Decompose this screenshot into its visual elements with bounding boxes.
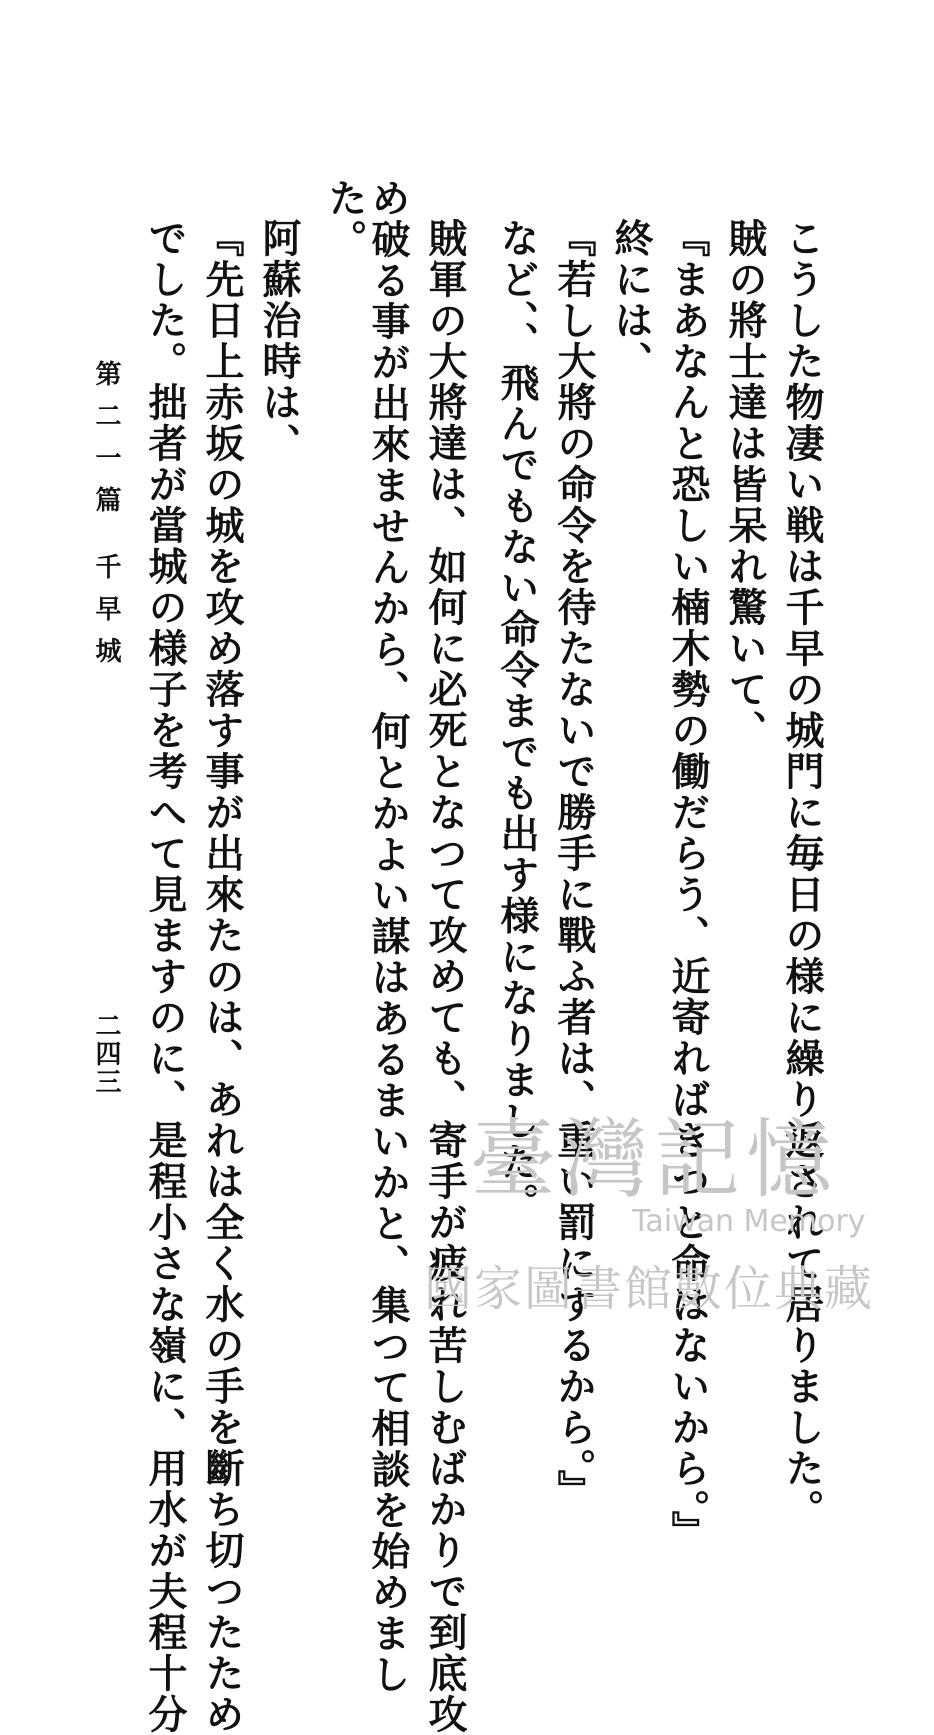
watermark-library: 國家圖書館數位典藏 xyxy=(424,1261,875,1317)
page-number: 二四三 xyxy=(91,1012,121,1096)
text-column-9: た。 xyxy=(322,178,368,260)
watermark-english: Taiwan Memory xyxy=(632,1204,866,1239)
text-column-1: こうした物凄い戦は千早の城門に毎日の様に繰り返されて居りました。 xyxy=(779,218,825,1530)
text-column-7: 賊軍の大將達は、如何に必死となつて攻めても、寄手が疲れ苦しむばかりで到底攻 xyxy=(422,218,468,1735)
text-column-4: 終には、 xyxy=(608,218,654,382)
text-column-6: など、、飛んでもない命令までも出す様になりました。 xyxy=(494,218,540,1224)
text-column-12: でした。拙者が當城の様子を考へて見ますのに、是程小さな嶺に、用水が夫程十分 xyxy=(142,218,188,1735)
text-column-10: 阿蘇治時は、 xyxy=(256,218,302,464)
text-column-11: 『先日上赤坂の城を攻め落す事が出來たのは、あれは全く水の手を斷ち切つたため xyxy=(199,218,245,1735)
running-head: 第二一篇 千早城 xyxy=(91,360,121,680)
watermark-chinese: 臺灣記憶 xyxy=(470,1110,838,1210)
text-column-5: 『若し大將の命令を待たないで勝手に戰ふ者は、重い罰にするから。』 xyxy=(551,218,597,1511)
text-column-8: め破る事が出來ませんから、何とかよい謀はあるまいかと、集つて相談を始めまし xyxy=(365,178,411,1695)
text-column-3: 『まあなんと恐しい楠木勢の働だらう、近寄ればきつと命はないから。』 xyxy=(665,218,711,1552)
text-column-2: 賊の將士達は皆呆れ驚いて、 xyxy=(722,218,768,751)
